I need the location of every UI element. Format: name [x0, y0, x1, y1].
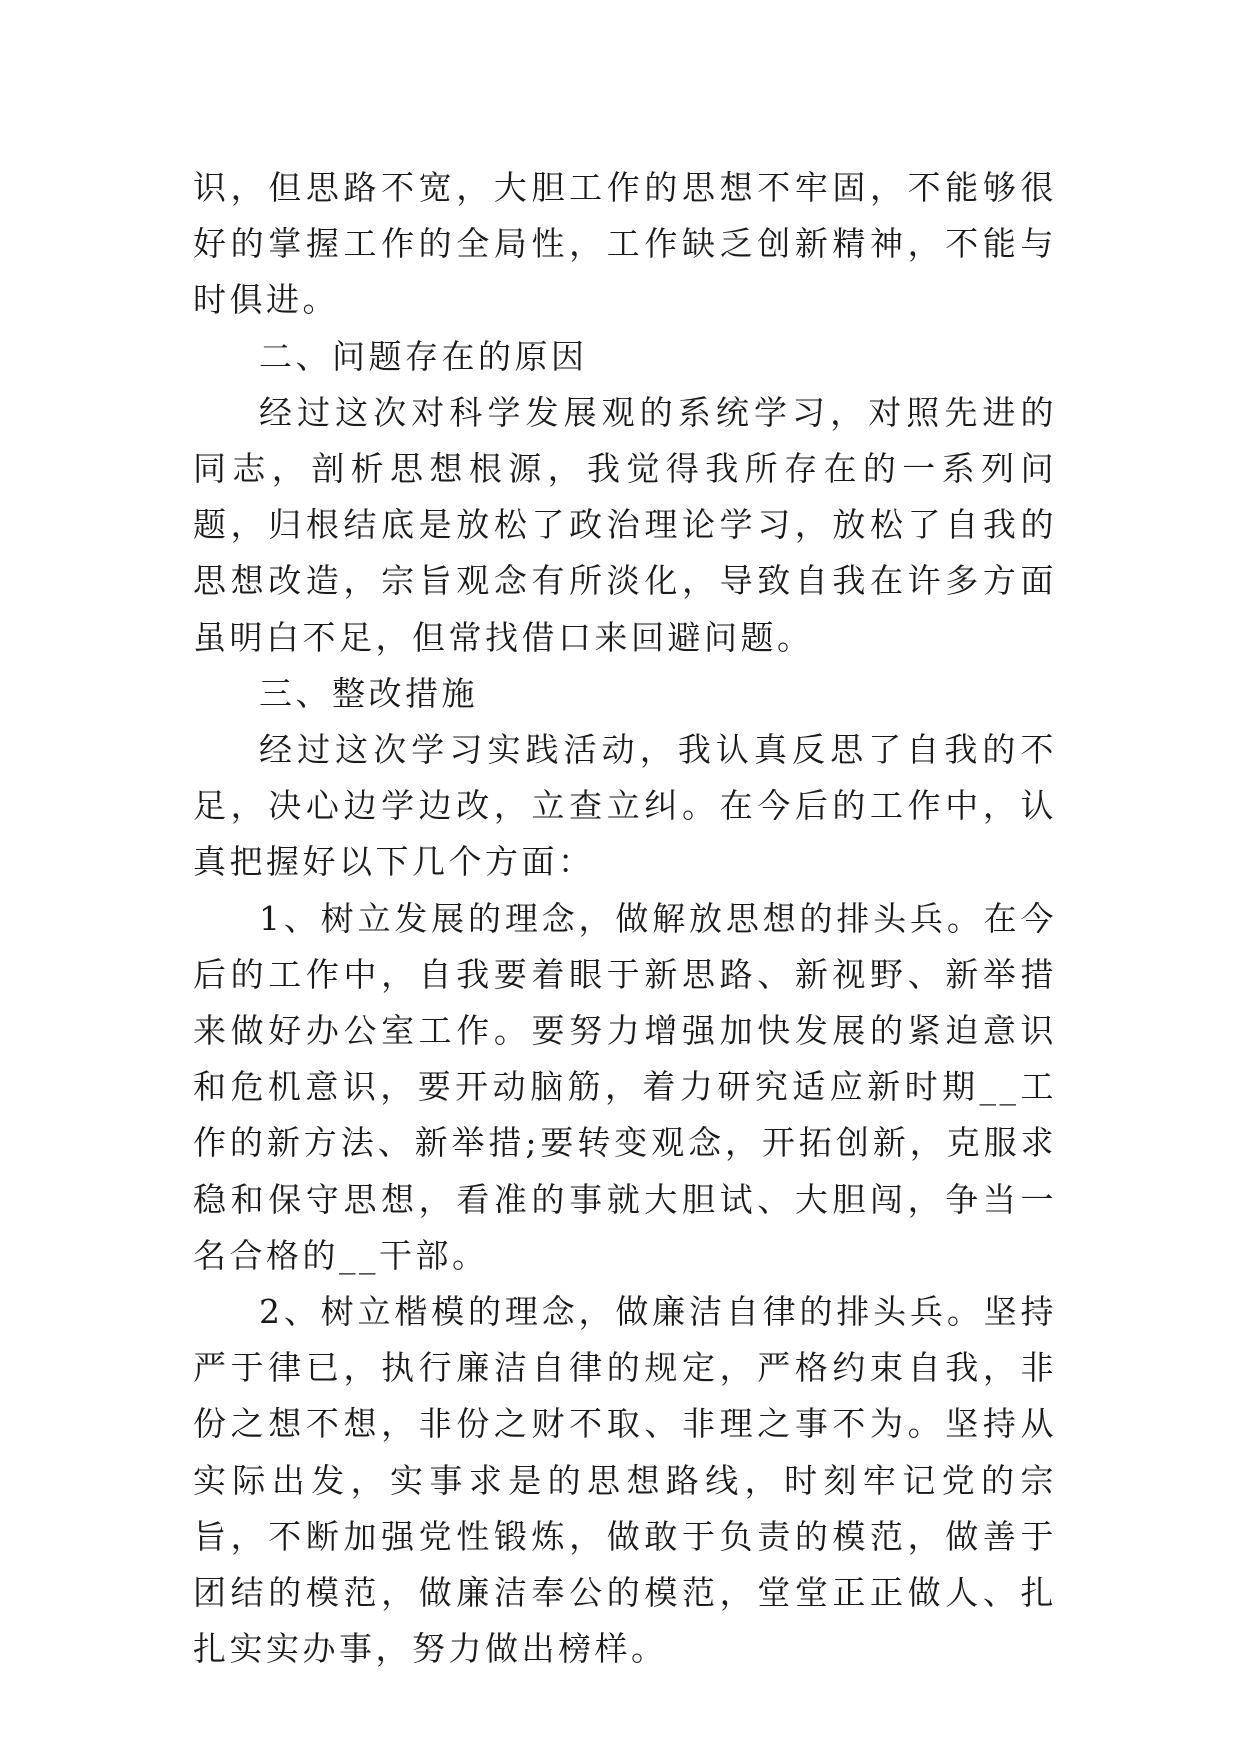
- paragraph-continuation: 识，但思路不宽，大胆工作的思想不牢固，不能够很好的掌握工作的全局性，工作缺乏创新精神，不能与时俱进。: [193, 168, 1057, 320]
- paragraph-measure-2: 2、树立楷模的理念，做廉洁自律的排头兵。坚持严于律已，执行廉洁自律的规定，严格约束自我，非份之想不想，非份之财不取、非理之事不为。坚持从实际出发，实事求是的思想路线，时刻牢记党的宗旨，不断加强党性锻炼，做敢于负责的模范，做善于团结的模范，做廉洁奉公的模范，堂堂正正做人、扎扎实实办事，努力做出榜样。: [193, 1292, 1057, 1669]
- paragraph-measures-intro: 经过这次学习实践活动，我认真反思了自我的不足，决心边学边改，立查立纠。在今后的工作中，认真把握好以下几个方面：: [193, 730, 1057, 882]
- paragraph-causes: 经过这次对科学发展观的系统学习，对照先进的同志，剖析思想根源，我觉得我所存在的一系列问题，归根结底是放松了政治理论学习，放松了自我的思想改造，宗旨观念有所淡化，导致自我在许多方面虽明白不足，但常找借口来回避问题。: [193, 392, 1057, 657]
- section-heading-causes: 二、问题存在的原因: [259, 336, 588, 376]
- document-body: [193, 160, 1057, 1677]
- section-heading-measures: 三、整改措施: [259, 673, 478, 713]
- paragraph-measure-1: 1、树立发展的理念，做解放思想的排头兵。在今后的工作中，自我要着眼于新思路、新视野、新举措来做好办公室工作。要努力增强加快发展的紧迫意识和危机意识，要开动脑筋，着力研究适应新时期__工作的新方法、新举措;要转变观念，开拓创新，克服求稳和保守思想，看准的事就大胆试、大胆闯，争当一名合格的__干部。: [193, 898, 1057, 1275]
